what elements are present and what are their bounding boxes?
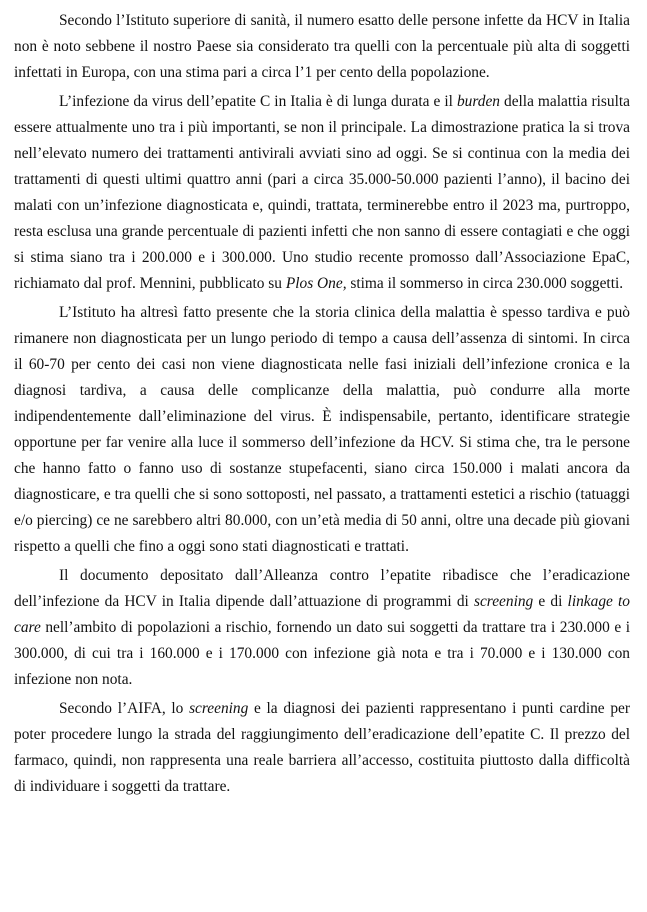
paragraph-5-text-a: Secondo l’AIFA, lo	[59, 700, 190, 717]
paragraph-5-text-b: e la diagnosi dei pazienti rappresentano i punti cardine per poter procedere lungo la strada del raggiungimento dell’eradicazione dell’epatite C. Il prezzo del farmaco, quindi, non rappresenta una reale barriera all’accesso, costituita piuttosto dalla difficoltà di individuare i soggetti da trattare.	[14, 700, 630, 795]
paragraph-2	[14, 89, 630, 297]
paragraph-4-italic-screening: screening	[473, 593, 534, 610]
paragraph-4-text-a: Il documento depositato dall’Alleanza contro l’epatite ribadisce che l’eradicazione dell’infezione da HCV in Italia dipende dall’attuazione di programmi di	[14, 567, 630, 610]
paragraph-5-italic-screening: screening	[189, 700, 249, 717]
paragraph-4-text-c: nell’ambito di popolazioni a rischio, fornendo un dato sui soggetti da trattare tra i 230.000 e i 300.000, di cui tra i 160.000 e i 170.000 con infezione già nota e tra i 70.000 e i 130.000 con infezione non nota.	[14, 619, 630, 688]
paragraph-4-text-b: e di	[533, 593, 568, 610]
paragraph-3-text: L’Istituto ha altresì fatto presente che la storia clinica della malattia è spesso tardiva e può rimanere non diagnosticata per un lungo periodo di tempo a causa dell’assenza di sintomi. In circa il 60-70 per cento dei casi non viene diagnosticata nelle fasi iniziali dell’infezione cronica e la diagnosi tardiva, a causa delle complicanze della malattia, può condurre alla morte indipendentemente dall’eliminazione del virus. È indispensabile, pertanto, identificare strategie opportune per far venire alla luce il sommerso dell’infezione da HCV. Si stima che, tra le persone che hanno fatto o fanno uso di sostanze stupefacenti, siano circa 150.000 i malati ancora da diagnosticare, e tra quelli che si sono sottoposti, nel passato, a trattamenti estetici a rischio (tatuaggi e/o piercing) ce ne sarebbero altri 80.000, con un’età media di 50 anni, oltre una decade più giovani rispetto a quelli che fino a oggi sono stati diagnosticati e trattati.	[14, 304, 630, 555]
paragraph-2-italic-journal: Plos One,	[285, 275, 347, 292]
paragraph-1-text: Secondo l’Istituto superiore di sanità, il numero esatto delle persone infette da HCV in Italia non è noto sebbene il nostro Paese sia considerato tra quelli con la percentuale più alta di soggetti infettati in Europa, con una stima pari a circa l’1 per cento della popolazione.	[14, 12, 630, 81]
paragraph-2-italic-burden: burden	[456, 93, 500, 110]
paragraph-4	[14, 563, 630, 693]
paragraph-2-text-b: della malattia risulta essere attualmente uno tra i più importanti, se non il principale. La dimostrazione pratica la si trova nell’elevato numero dei trattamenti antivirali avviati sino ad oggi. Se si continua con la media dei trattamenti di questi ultimi quattro anni (pari a circa 35.000-50.000 pazienti l’anno), il bacino dei malati con un’infezione diagnosticata e, quindi, trattata, terminerebbe entro il 2023 ma, purtroppo, resta esclusa una grande percentuale di pazienti infetti che non sanno di essere contagiati e che oggi si stima siano tra i 200.000 e i 300.000. Uno studio recente promosso dall’Associazione EpaC, richiamato dal prof. Mennini, pubblicato su	[14, 93, 630, 292]
paragraph-1	[14, 8, 630, 86]
paragraph-3	[14, 300, 630, 560]
paragraph-4-italic-linkage: linkage to care	[14, 593, 630, 636]
paragraph-2-text-c: stima il sommerso in circa 230.000 soggetti.	[346, 275, 624, 292]
paragraph-2-text-a: L’infezione da virus dell’epatite C in Italia è di lunga durata e il	[59, 93, 457, 110]
document-page	[14, 8, 630, 803]
paragraph-5	[14, 696, 630, 800]
